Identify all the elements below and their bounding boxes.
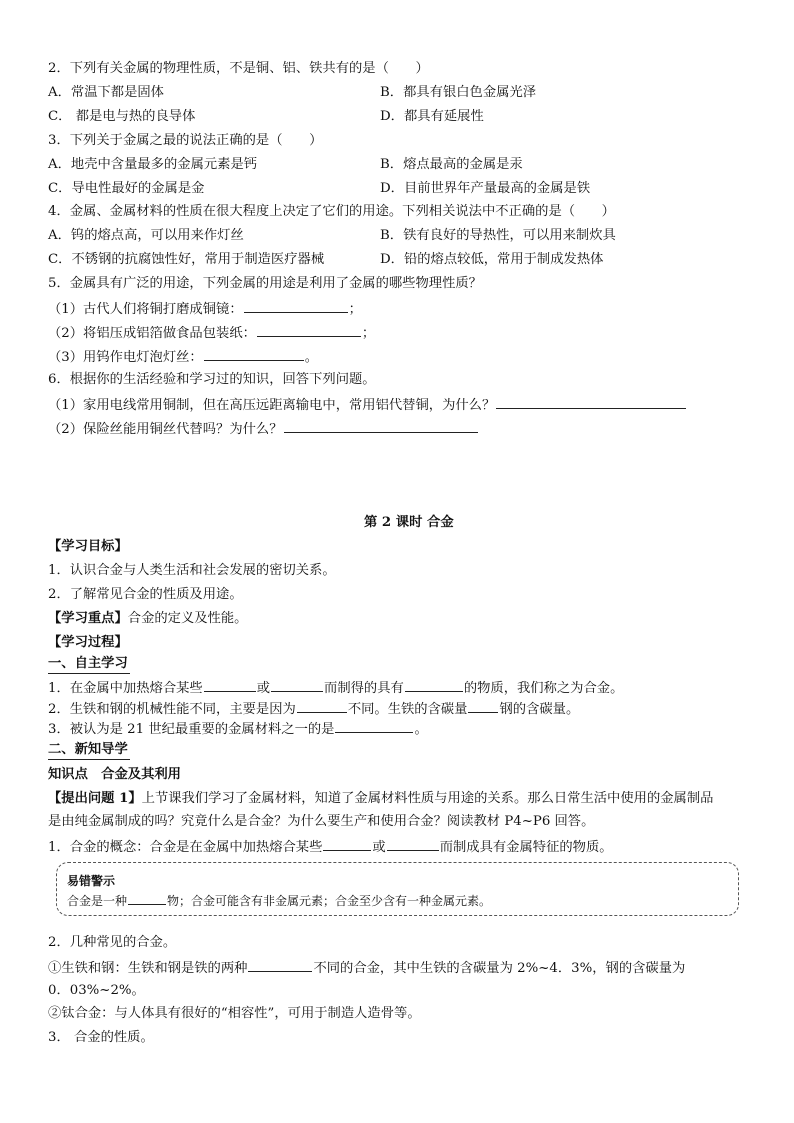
answer-blank[interactable]: [271, 678, 323, 692]
answer-blank[interactable]: [387, 837, 439, 851]
question-4-option-b: B．铁有良好的导热性，可以用来制炊具: [380, 228, 616, 243]
question-6-stem: 6．根据你的生活经验和学习过的知识，回答下列问题。: [48, 372, 376, 387]
question-4-option-a: A．钨的熔点高，可以用来作灯丝: [48, 228, 244, 243]
answer-blank[interactable]: [323, 837, 371, 851]
goal-2: 2．了解常见合金的性质及用途。: [48, 587, 243, 602]
question-5-sub-1: [48, 299, 362, 319]
question-6-sub-1: [48, 395, 687, 415]
answer-blank[interactable]: [244, 299, 348, 313]
text: 而制成具有金属特征的物质。: [439, 840, 613, 855]
pig-iron-steel: [48, 958, 685, 978]
semicolon: ；: [361, 326, 376, 341]
question-2-option-c: C． 都是电与热的良导体: [48, 109, 196, 124]
question-3-option-a: A．地壳中含量最多的金属元素是钙: [48, 157, 258, 172]
question-3-option-c: C．导电性最好的金属是金: [48, 181, 205, 196]
self-study-2: [48, 699, 579, 719]
question-5-stem: 5．金属具有广泛的用途，下列金属的用途是利用了金属的哪些物理性质？: [48, 276, 482, 291]
text: 1．合金的概念：合金是在金属中加热熔合某些: [48, 840, 323, 855]
answer-blank[interactable]: [204, 347, 304, 361]
warning-title: 易错警示: [67, 874, 116, 888]
learning-process-header: 【学习过程】: [48, 635, 128, 650]
text: 或: [372, 840, 386, 855]
text: 不同。生铁的含碳量: [347, 702, 468, 717]
period: 。: [304, 350, 319, 365]
sub-1-text: （1）家用电线常用铜制，但在高压远距离输电中，常用铝代替铜，为什么？: [48, 398, 496, 413]
learning-goals-header: 【学习目标】: [48, 539, 128, 554]
steel-carbon-content: 0．03%~2%。: [48, 983, 145, 998]
answer-blank[interactable]: [248, 958, 312, 972]
text: 3．被认为是 21 世纪最重要的金属材料之一的是: [48, 722, 335, 737]
text: 不同的合金，其中生铁的含碳量为 2%~4．3%，钢的含碳量为: [313, 961, 686, 976]
sub-1-text: （1）古代人们将铜打磨成铜镜：: [48, 302, 243, 317]
lesson-title: 第 2 课时 合金: [364, 515, 454, 530]
text: 。: [414, 722, 428, 737]
answer-blank[interactable]: [405, 678, 463, 692]
question-prompt-text: 上节课我们学习了金属材料，知道了金属材料性质与用途的关系。那么日常生活中使用的金属制品: [141, 791, 714, 806]
semicolon: ；: [348, 302, 362, 317]
answer-blank[interactable]: [335, 719, 413, 733]
warning-box: [56, 862, 739, 916]
sub-2-text: （2）保险丝能用铜丝代替吗？为什么？: [48, 422, 283, 437]
question-4-stem: 4．金属、金属材料的性质在很大程度上决定了它们的用途。下列相关说法中不正确的是（ ）: [48, 204, 615, 219]
question-4-option-c: C．不锈钢的抗腐蚀性好，常用于制造医疗器械: [48, 252, 325, 267]
focus-text: 合金的定义及性能。: [127, 611, 248, 626]
text: ①生铁和钢：生铁和钢是铁的两种: [48, 961, 248, 976]
question-3-option-b: B．熔点最高的金属是汞: [380, 157, 523, 172]
knowledge-point-title: 知识点 合金及其利用: [48, 767, 181, 782]
warning-text: [67, 892, 491, 909]
text: 而制得的具有: [324, 681, 404, 696]
answer-blank[interactable]: [297, 699, 347, 713]
self-study-header: 一、自主学习: [48, 655, 130, 674]
question-prompt-tag: 【提出问题 1】: [48, 791, 142, 806]
alloy-concept: [48, 837, 613, 857]
answer-blank[interactable]: [468, 699, 498, 713]
question-2-option-b: B．都具有银白色金属光泽: [380, 85, 537, 100]
question-4-option-d: D．铅的熔点较低，常用于制成发热体: [380, 252, 604, 267]
goal-1: 1．认识合金与人类生活和社会发展的密切关系。: [48, 563, 336, 578]
question-5-sub-3: [48, 347, 318, 367]
answer-blank[interactable]: [204, 678, 256, 692]
text: 钢的含碳量。: [499, 702, 580, 717]
text: 2．生铁和钢的机械性能不同，主要是因为: [48, 702, 296, 717]
answer-blank[interactable]: [128, 893, 166, 905]
question-3-stem: 3．下列关于金属之最的说法正确的是（ ）: [48, 133, 323, 148]
sub-2-text: （2）将铝压成铝箔做食品包装纸：: [48, 326, 256, 341]
text: 或: [256, 681, 271, 696]
question-2-option-d: D．都具有延展性: [380, 109, 484, 124]
alloy-properties: 3． 合金的性质。: [48, 1030, 154, 1045]
question-3-option-d: D．目前世界年产量最高的金属是铁: [380, 181, 591, 196]
text: 的物质，我们称之为合金。: [463, 681, 624, 696]
sub-3-text: （3）用钨作电灯泡灯丝：: [48, 350, 203, 365]
question-2-stem: 2．下列有关金属的物理性质，不是铜、铝、铁共有的是（ ）: [48, 61, 429, 76]
focus-header: 【学习重点】: [48, 611, 128, 626]
common-alloys: 2．几种常见的合金。: [48, 935, 177, 950]
titanium-alloy: ②钛合金：与人体具有很好的“相容性”，可用于制造人造骨等。: [48, 1006, 421, 1021]
question-2-option-a: A．常温下都是固体: [48, 85, 164, 100]
learning-focus: [48, 610, 247, 628]
question-5-sub-2: [48, 323, 375, 343]
question-6-sub-2: [48, 419, 479, 439]
text: 物；合金可能含有非金属元素；合金至少含有一种金属元素。: [167, 894, 492, 908]
answer-blank[interactable]: [284, 419, 478, 433]
question-prompt-2: 是由纯金属制成的吗？究竟什么是合金？为什么要生产和使用合金？阅读教材 P4~P6 回答。: [48, 814, 595, 829]
text: 合金是一种: [67, 894, 128, 908]
self-study-1: [48, 678, 623, 698]
question-prompt-1: [48, 790, 713, 808]
new-knowledge-header: 二、新知导学: [48, 741, 130, 760]
text: 1．在金属中加热熔合某些: [48, 681, 203, 696]
answer-blank[interactable]: [496, 395, 686, 409]
answer-blank[interactable]: [257, 323, 361, 337]
self-study-3: [48, 719, 428, 739]
